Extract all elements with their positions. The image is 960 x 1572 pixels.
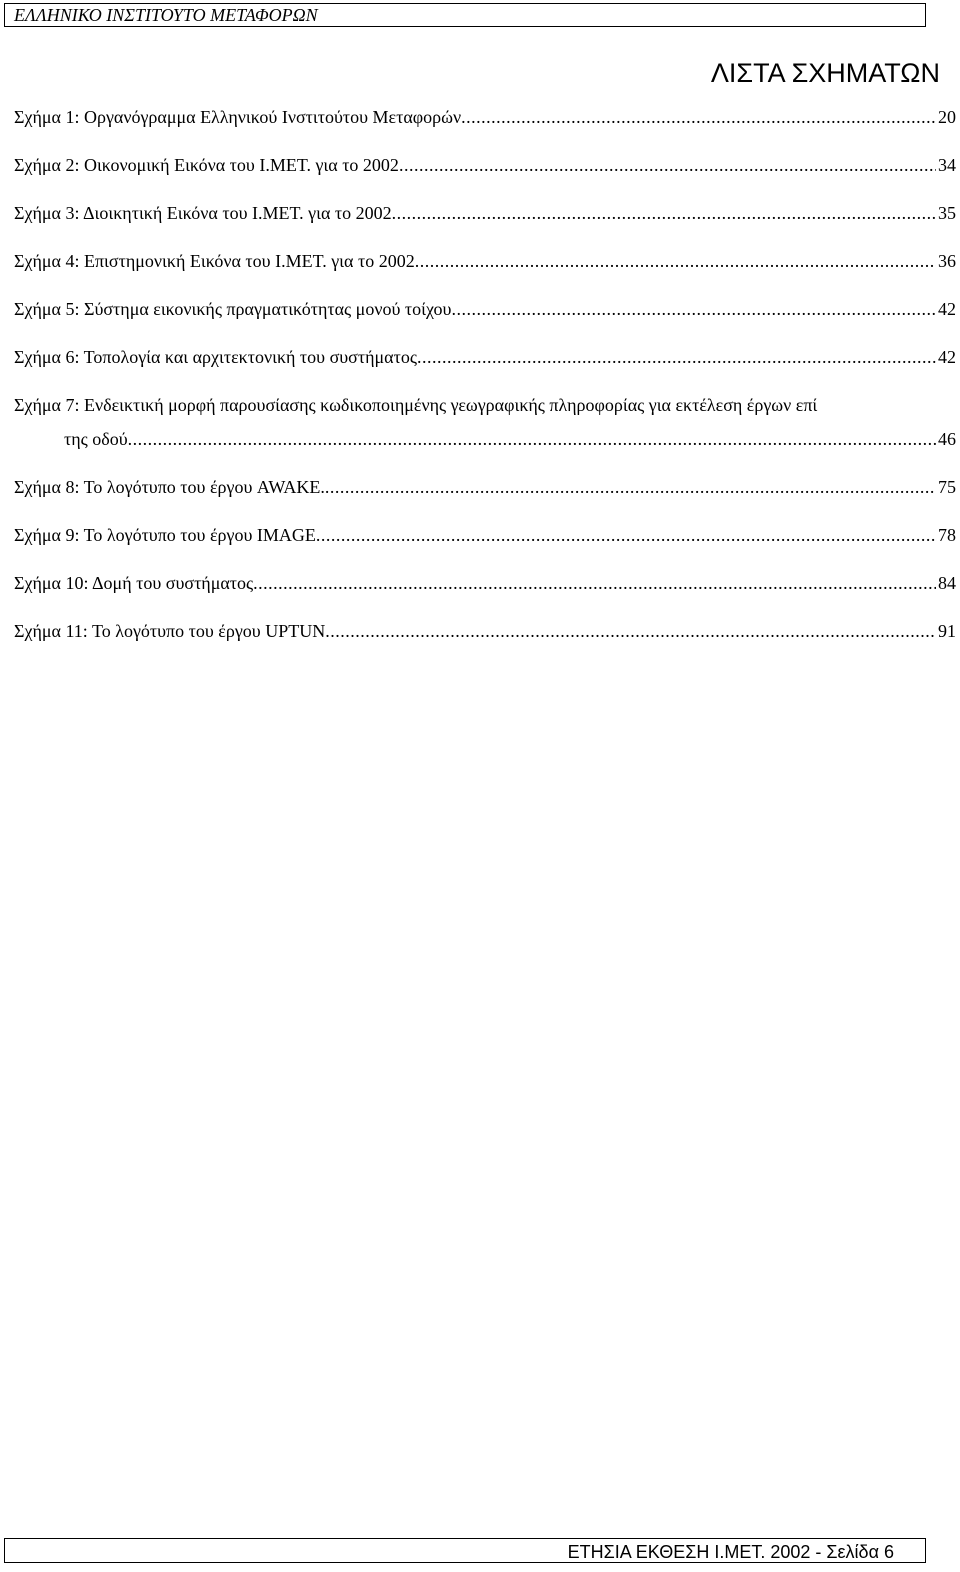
leader-dots bbox=[399, 154, 936, 177]
toc-entry-text: Σχήμα 8: Το λογότυπο του έργου AWAKE. bbox=[14, 477, 325, 497]
page-title: ΛΙΣΤΑ ΣΧΗΜΑΤΩΝ bbox=[710, 58, 940, 88]
toc-entry-text: Σχήμα 2: Οικονομική Εικόνα του Ι.ΜΕΤ. για το 2002 bbox=[14, 155, 399, 175]
toc-entry-text: Σχήμα 5: Σύστημα εικονικής πραγματικότητας μονού τοίχου bbox=[14, 299, 452, 319]
running-footer: ΕΤΗΣΙΑ ΕΚΘΕΣΗ Ι.ΜΕΤ. 2002 - Σελίδα 6 bbox=[567, 1542, 894, 1562]
toc-entry-6[interactable] bbox=[14, 346, 956, 369]
list-of-figures bbox=[14, 106, 956, 668]
leader-dots bbox=[392, 202, 936, 225]
leader-dots bbox=[415, 250, 936, 273]
toc-entry-11[interactable] bbox=[14, 620, 956, 643]
leader-dots bbox=[128, 428, 936, 451]
toc-entry-10[interactable] bbox=[14, 572, 956, 595]
toc-entry-continuation: της οδού bbox=[64, 429, 128, 449]
toc-entry-text: Σχήμα 3: Διοικητική Εικόνα του Ι.ΜΕΤ. για το 2002 bbox=[14, 203, 392, 223]
toc-entry-page: 78 bbox=[938, 525, 956, 545]
toc-entry-page: 42 bbox=[938, 299, 956, 319]
toc-entry-text: Σχήμα 1: Οργανόγραμμα Ελληνικού Ινστιτούτου Μεταφορών bbox=[14, 107, 462, 127]
toc-entry-3[interactable] bbox=[14, 202, 956, 225]
toc-entry-text: Σχήμα 11: Το λογότυπο του έργου UPTUN bbox=[14, 621, 326, 641]
toc-entry-8[interactable] bbox=[14, 476, 956, 499]
toc-entry-page: 46 bbox=[938, 429, 956, 449]
toc-entry-9[interactable] bbox=[14, 524, 956, 547]
toc-entry-page: 35 bbox=[938, 203, 956, 223]
toc-entry-page: 34 bbox=[938, 155, 956, 175]
leader-dots bbox=[253, 572, 936, 595]
toc-entry-page: 91 bbox=[938, 621, 956, 641]
leader-dots bbox=[316, 524, 936, 547]
toc-entry-page: 36 bbox=[938, 251, 956, 271]
toc-entry-2[interactable] bbox=[14, 154, 956, 177]
toc-entry-page: 75 bbox=[938, 477, 956, 497]
leader-dots bbox=[325, 620, 936, 643]
toc-entry-7[interactable] bbox=[14, 394, 956, 451]
toc-entry-5[interactable] bbox=[14, 298, 956, 321]
running-header: ΕΛΛΗΝΙΚΟ ΙΝΣΤΙΤΟΥΤΟ ΜΕΤΑΦΟΡΩΝ bbox=[14, 5, 318, 25]
toc-entry-page: 42 bbox=[938, 347, 956, 367]
toc-entry-4[interactable] bbox=[14, 250, 956, 273]
leader-dots bbox=[417, 346, 936, 369]
toc-entry-text: Σχήμα 9: Το λογότυπο του έργου IMAGE bbox=[14, 525, 316, 545]
leader-dots bbox=[325, 476, 936, 499]
toc-entry-text: Σχήμα 6: Τοπολογία και αρχιτεκτονική του συστήματος bbox=[14, 347, 417, 367]
toc-entry-1[interactable] bbox=[14, 106, 956, 129]
toc-entry-text: Σχήμα 7: Ενδεικτική μορφή παρουσίασης κωδικοποιημένης γεωγραφικής πληροφορίας για εκτέλεση έργων επί bbox=[14, 395, 818, 415]
toc-entry-page: 84 bbox=[938, 573, 956, 593]
leader-dots bbox=[451, 298, 936, 321]
toc-entry-text: Σχήμα 4: Επιστημονική Εικόνα του Ι.ΜΕΤ. για το 2002 bbox=[14, 251, 415, 271]
toc-entry-text: Σχήμα 10: Δομή του συστήματος bbox=[14, 573, 254, 593]
leader-dots bbox=[461, 106, 936, 129]
toc-entry-page: 20 bbox=[938, 107, 956, 127]
